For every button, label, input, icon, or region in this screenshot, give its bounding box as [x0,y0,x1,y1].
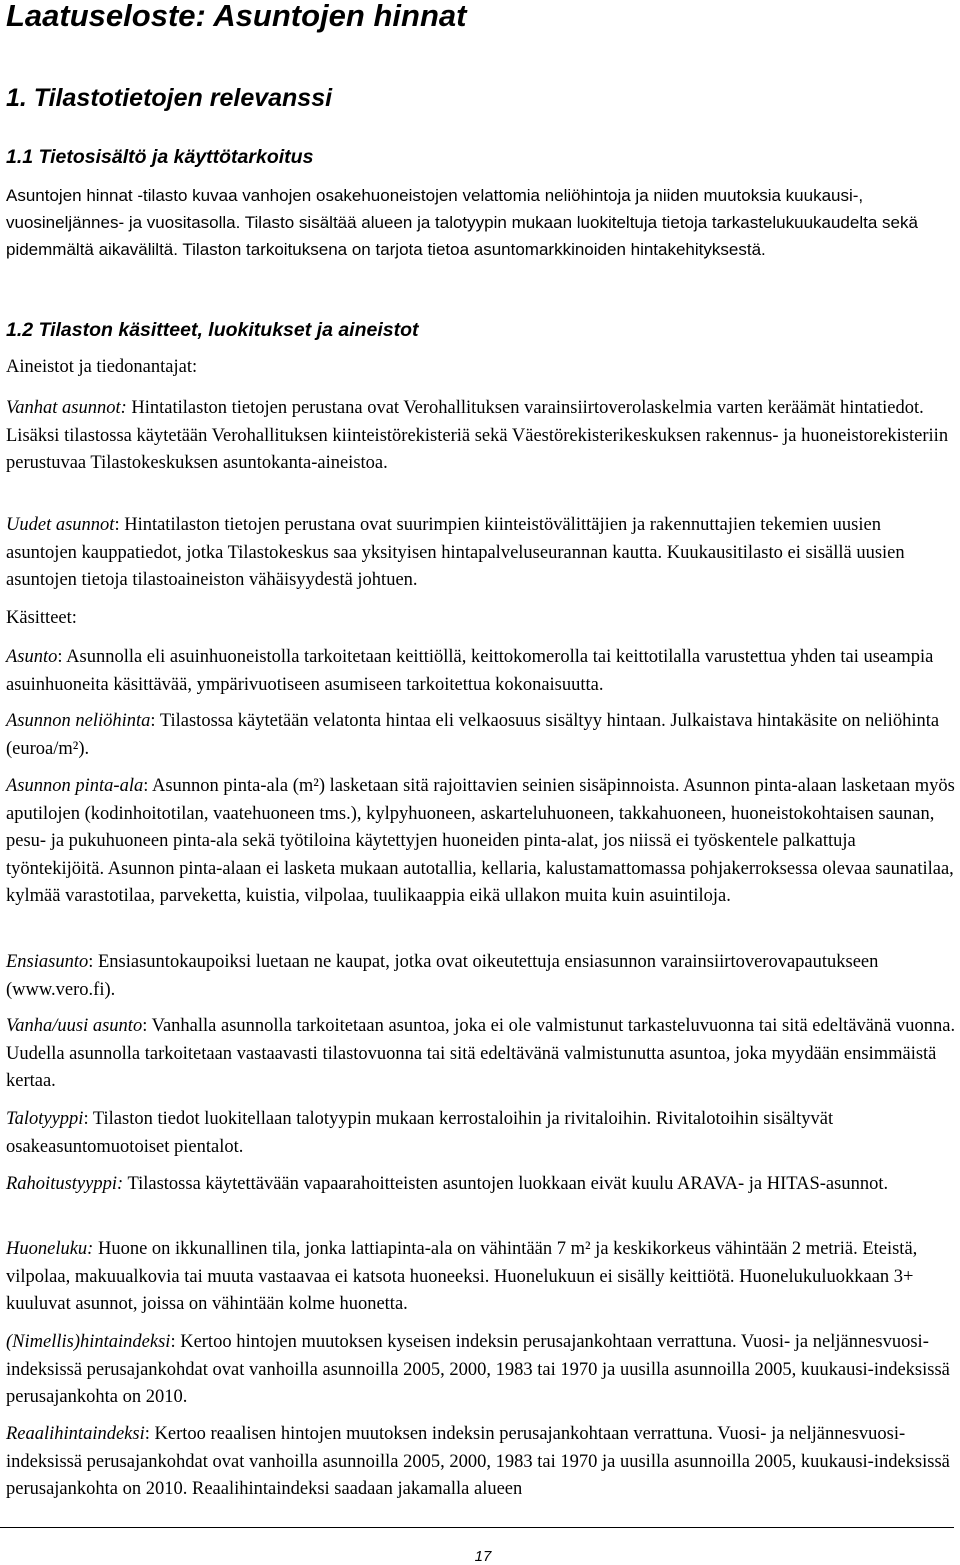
subsection-1-1 [6,146,956,169]
concept-real-index [6,1421,956,1504]
term-label: Asunto [6,647,58,667]
term-definition: : Hintatilaston tietojen perustana ovat suurimpien kiinteistövälittäjien ja rakennuttajien tekemien uusien asuntojen kauppatiedot, jotka Tilastokeskus saa yksityisen hintapalveluseurannan kautta. Kuukausitilasto ei sisällä uusien asuntojen tietoja tilastoaineiston vähäisyydestä johtuen. [6,515,905,590]
term-label: Huoneluku: [6,1239,94,1259]
term-definition: Hintatilaston tietojen perustana ovat Verohallituksen varainsiirtoverolaskelmia varten keräämät hintatiedot. Lisäksi tilastossa käytetään Verohallituksen kiinteistörekisteriä sekä Väestörekisterikeskuksen rakennus- ja huoneistorekisteriin perustuvaa Tilastokeskuksen asuntokanta-aineistoa. [6,398,949,473]
concept-old-new-dwelling [6,1013,956,1096]
concept-asunto [6,644,956,699]
term-label: Asunnon pinta-ala [6,776,144,796]
term-definition: : Tilastossa käytetään velatonta hintaa eli velkaosuus sisältyy hintaan. Julkaistava hintakäsite on neliöhinta (euroa/m²). [6,711,940,759]
term-definition: Huone on ikkunallinen tila, jonka lattiapinta-ala on vähintään 7 m² ja keskikorkeus vähintään 2 metriä. Eteistä, vilpolaa, makuualkovia tai muuta vastaavaa ei katsota huoneeksi. Huonelukuun ei sisälly keittiötä. Huonelukuluokkaan 3+ kuuluvat asunnot, joissa on vähintään kolme huonetta. [6,1239,918,1314]
materials-item-new [6,512,956,595]
subsection-1-1-title: 1.1 Tietosisältö ja käyttötarkoitus [6,146,314,168]
materials-heading [6,357,956,378]
concept-building-type [6,1106,956,1161]
term-definition: : Kertoo hintojen muutoksen kyseisen indeksin perusajankohtaan verrattuna. Vuosi- ja neljännesvuosi-indeksissä perusajankohdat ovat vanhoilla asunnoilla 2005, 2000, 1983 tai 1970 ja uusilla asunnoilla 2005, kuukausi-indeksissä perusajankohta on 2010. [6,1332,950,1407]
subsection-1-1-text: Asuntojen hinnat -tilasto kuvaa vanhojen osakehuoneistojen velattomia neliöhintoja ja niiden muutoksia kuukausi-, vuosineljännes- ja vuositasolla. Tilasto sisältää alueen ja talotyypin mukaan luokiteltuja tietoja tarkastelukuukaudelta sekä pidemmältä aikaväliltä. Tilaston tarkoituksena on tarjota tietoa asuntomarkkinoiden hintakehityksestä. [6,186,918,259]
subsection-1-2 [6,319,956,342]
term-label: Uudet asunnot [6,515,115,535]
concept-square-meter-price [6,708,956,763]
concept-room-count [6,1236,956,1319]
subsection-1-1-body [6,182,956,263]
term-label: Talotyyppi [6,1109,84,1129]
term-definition: : Kertoo reaalisen hintojen muutoksen indeksin perusajankohtaan verrattuna. Vuosi- ja neljännesvuosi-indeksissä perusajankohdat ovat vanhoilla asunnoilla 2005, 2000, 1983 tai 1970 ja uusilla asunnoilla 2005, kuukausi-indeksissä perusajankohta on 2010. Reaalihintaindeksi saadaan jakamalla alueen [6,1424,950,1499]
concept-floor-area [6,773,956,911]
term-definition: Tilastossa käytettävään vapaarahoitteisten asuntojen luokkaan eivät kuulu ARAVA- ja HITAS-asunnot. [123,1174,889,1194]
term-definition: : Vanhalla asunnolla tarkoitetaan asuntoa, joka ei ole valmistunut tarkasteluvuonna tai sitä edeltävänä vuonna. Uudella asunnolla tarkoitetaan vastaavasti tilastovuonna tai sitä edeltävänä valmistunutta asuntoa, joka myydään ensimmäistä kertaa. [6,1016,956,1091]
concepts-heading [6,608,956,629]
term-label: Asunnon neliöhinta [6,711,151,731]
concept-financing-type [6,1171,956,1199]
term-label: (Nimellis)hintaindeksi [6,1332,171,1352]
page-number: 17 [474,1548,492,1565]
section-1-title: 1. Tilastotietojen relevanssi [6,84,333,112]
term-label: Rahoitustyyppi: [6,1174,124,1194]
footer-divider [0,1527,954,1528]
term-label: Vanha/uusi asunto [6,1016,143,1036]
term-label: Vanhat asunnot: [6,398,127,418]
concepts-label: Käsitteet: [6,608,77,628]
term-label: Ensiasunto [6,952,89,972]
term-definition: : Tilaston tiedot luokitellaan talotyypin mukaan kerrostaloihin ja rivitaloihin. Rivitalotoihin sisältyvät osakeasuntomuotoiset pientalot. [6,1109,834,1157]
term-definition: : Asunnolla eli asuinhuoneistolla tarkoitetaan keittiöllä, keittokomerolla tai keittotilalla varustettua yhden tai useampia asuinhuoneita käsittävää, ympärivuotiseen asumiseen tarkoitettua kokonaisuutta. [6,647,934,695]
concept-first-home [6,949,956,1004]
subsection-1-2-title: 1.2 Tilaston käsitteet, luokitukset ja aineistot [6,319,419,341]
term-label: Reaalihintaindeksi [6,1424,145,1444]
concept-nominal-index [6,1329,956,1412]
term-definition: : Asunnon pinta-ala (m²) lasketaan sitä rajoittavien seinien sisäpinnoista. Asunnon pinta-alaan lasketaan myös aputilojen (kodinhoitotilan, vaatehuoneen tms.), kylpyhuoneen, askarteluhuoneen, takkahuoneen, huoneistokohtaisen saunan, pesu- ja pukuhuoneen pinta-ala sekä työtiloina käytettyjen huoneiden pinta-alat, jos niissä ei työskentele palkattuja työntekijöitä. Asunnon pinta-alaan ei lasketa mukaan autotallia, kellaria, kalustamattomassa pohjakerroksessa olevaa saunatilaa, kylmää varastotilaa, parveketta, kuistia, vilpolaa, tuulikaappia eikä ullakon muita kuin asuintiloja. [6,776,955,906]
term-definition: : Ensiasuntokaupoiksi luetaan ne kaupat, jotka ovat oikeutettuja ensiasunnon varainsiirtoverovapautukseen (www.vero.fi). [6,952,879,1000]
materials-label: Aineistot ja tiedonantajat [6,357,192,377]
materials-colon: : [191,357,198,377]
materials-item-old [6,395,956,478]
document-title: Laatuseloste: Asuntojen hinnat [6,0,467,33]
